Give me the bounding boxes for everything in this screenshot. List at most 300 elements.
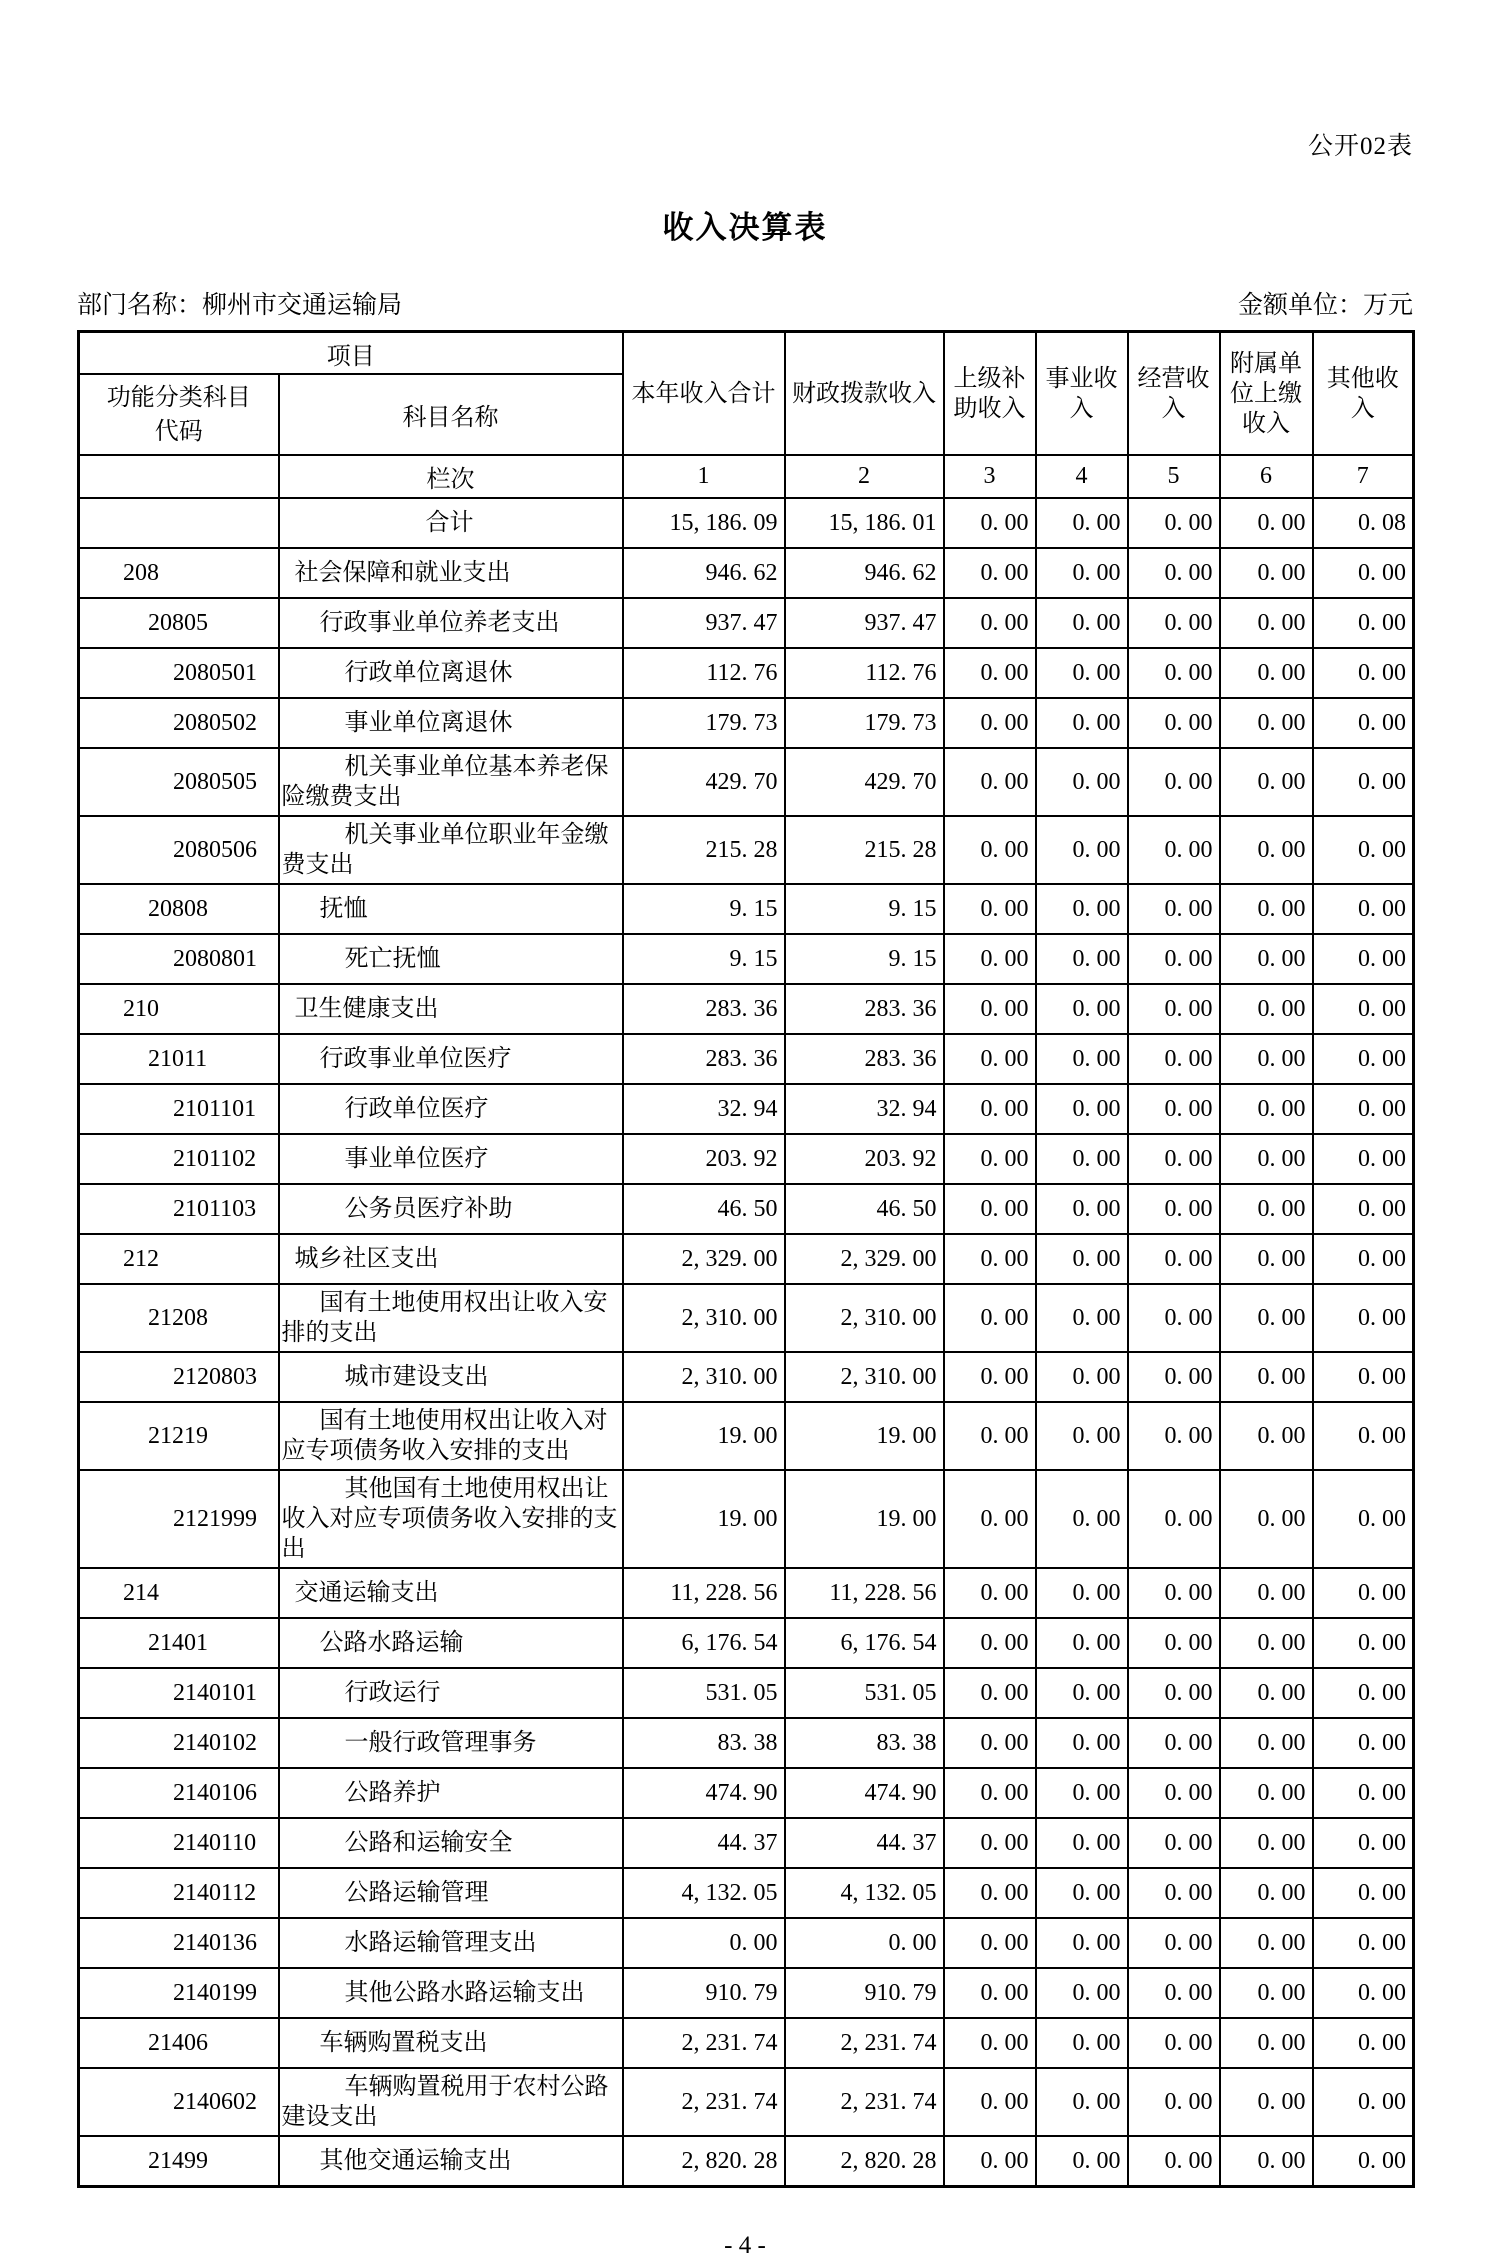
table-row (79, 1818, 1414, 1868)
row-value: 0. 00 (1313, 598, 1414, 648)
row-code: 210 (79, 984, 279, 1034)
row-name: 事业单位离退休 (279, 698, 623, 748)
row-name: 事业单位医疗 (279, 1134, 623, 1184)
table-row (79, 1918, 1414, 1968)
table-row (79, 698, 1414, 748)
row-value: 0. 00 (1313, 1402, 1414, 1470)
row-value: 0. 00 (1036, 1968, 1128, 2018)
row-value: 0. 00 (1220, 1568, 1313, 1618)
row-value: 179. 73 (785, 698, 944, 748)
table-row (79, 1568, 1414, 1618)
revenue-table (77, 330, 1415, 2188)
header-col-operating: 经营收入 (1128, 332, 1220, 456)
row-value: 2, 231. 74 (623, 2018, 785, 2068)
row-code: 2080502 (79, 698, 279, 748)
column-index-number: 6 (1220, 455, 1313, 498)
row-value: 0. 00 (944, 598, 1036, 648)
row-value: 0. 00 (944, 498, 1036, 548)
row-value: 9. 15 (785, 934, 944, 984)
row-value: 19. 00 (623, 1402, 785, 1470)
row-name: 行政单位医疗 (279, 1084, 623, 1134)
row-value: 283. 36 (785, 984, 944, 1034)
column-index-number: 3 (944, 455, 1036, 498)
header-name-label: 科目名称 (279, 374, 623, 455)
row-value: 0. 00 (1036, 1818, 1128, 1868)
row-value: 0. 00 (1128, 1618, 1220, 1668)
column-index-empty-cell (79, 455, 279, 498)
column-index-number: 1 (623, 455, 785, 498)
amount-unit-label: 金额单位：万元 (1237, 292, 1413, 319)
row-value: 0. 00 (1036, 748, 1128, 816)
row-value: 15, 186. 01 (785, 498, 944, 548)
table-row (79, 1470, 1414, 1568)
row-value: 0. 00 (1313, 1868, 1414, 1918)
row-value: 0. 00 (944, 1184, 1036, 1234)
row-value: 946. 62 (623, 548, 785, 598)
row-name: 其他公路水路运输支出 (279, 1968, 623, 2018)
row-name: 机关事业单位基本养老保险缴费支出 (279, 748, 623, 816)
row-value: 4, 132. 05 (785, 1868, 944, 1918)
row-value: 0. 00 (1313, 2136, 1414, 2187)
row-code: 21208 (79, 1284, 279, 1352)
row-value: 11, 228. 56 (785, 1568, 944, 1618)
row-code: 2140106 (79, 1768, 279, 1818)
row-value: 0. 00 (1313, 548, 1414, 598)
row-value: 474. 90 (623, 1768, 785, 1818)
table-row (79, 1234, 1414, 1284)
row-value: 0. 00 (1036, 2068, 1128, 2136)
row-value: 0. 00 (1128, 698, 1220, 748)
row-value: 0. 00 (1220, 748, 1313, 816)
table-row (79, 748, 1414, 816)
row-name: 卫生健康支出 (279, 984, 623, 1034)
row-code: 20805 (79, 598, 279, 648)
row-value: 0. 00 (1036, 698, 1128, 748)
row-name: 城乡社区支出 (279, 1234, 623, 1284)
row-value: 2, 231. 74 (785, 2018, 944, 2068)
row-value: 0. 00 (1313, 2068, 1414, 2136)
row-value: 0. 00 (1220, 1968, 1313, 2018)
row-value: 0. 00 (1220, 648, 1313, 698)
table-row (79, 1668, 1414, 1718)
row-value: 0. 00 (1220, 1868, 1313, 1918)
row-value: 0. 00 (1313, 934, 1414, 984)
row-value: 0. 00 (944, 1470, 1036, 1568)
row-value: 2, 310. 00 (785, 1284, 944, 1352)
row-value: 0. 00 (1313, 1768, 1414, 1818)
row-value: 0. 00 (944, 1818, 1036, 1868)
row-value: 0. 00 (1128, 884, 1220, 934)
row-value: 0. 00 (1036, 598, 1128, 648)
row-value: 6, 176. 54 (623, 1618, 785, 1668)
row-value: 0. 00 (1220, 1718, 1313, 1768)
row-value: 0. 00 (1036, 1184, 1128, 1234)
department-name-label: 部门名称：柳州市交通运输局 (77, 292, 403, 319)
row-value: 910. 79 (785, 1968, 944, 2018)
row-name: 其他交通运输支出 (279, 2136, 623, 2187)
row-name: 公路运输管理 (279, 1868, 623, 1918)
row-value: 0. 00 (944, 1034, 1036, 1084)
row-code: 2080501 (79, 648, 279, 698)
row-name: 公路养护 (279, 1768, 623, 1818)
row-value: 0. 00 (1128, 1084, 1220, 1134)
row-name: 一般行政管理事务 (279, 1718, 623, 1768)
table-row (79, 2068, 1414, 2136)
row-code: 2080505 (79, 748, 279, 816)
row-name: 公路和运输安全 (279, 1818, 623, 1868)
row-value: 283. 36 (623, 1034, 785, 1084)
row-value: 0. 00 (1313, 1084, 1414, 1134)
row-value: 0. 00 (1036, 1918, 1128, 1968)
table-row (79, 884, 1414, 934)
table-row (79, 1134, 1414, 1184)
row-code: 2140102 (79, 1718, 279, 1768)
row-value: 83. 38 (785, 1718, 944, 1768)
row-value: 0. 00 (1313, 1918, 1414, 1968)
column-index-row (79, 455, 1414, 498)
row-value: 910. 79 (623, 1968, 785, 2018)
row-code: 208 (79, 548, 279, 598)
row-value: 0. 00 (1036, 884, 1128, 934)
row-value: 0. 00 (1220, 1352, 1313, 1402)
row-value: 0. 00 (1220, 1284, 1313, 1352)
row-name: 合计 (279, 498, 623, 548)
row-value: 83. 38 (623, 1718, 785, 1768)
row-value: 0. 00 (1128, 1352, 1220, 1402)
row-value: 0. 00 (944, 548, 1036, 598)
table-row (79, 1284, 1414, 1352)
header-code-label: 功能分类科目代码 (79, 374, 279, 455)
row-value: 0. 00 (1036, 1470, 1128, 1568)
header-col-total: 本年收入合计 (623, 332, 785, 456)
table-meta-row (77, 285, 1413, 321)
row-code: 21219 (79, 1402, 279, 1470)
row-value: 0. 00 (1036, 1402, 1128, 1470)
row-value: 0. 00 (1220, 816, 1313, 884)
row-value: 0. 00 (1220, 1668, 1313, 1718)
row-value: 937. 47 (623, 598, 785, 648)
header-col-business: 事业收入 (1036, 332, 1128, 456)
row-value: 0. 00 (1036, 1284, 1128, 1352)
row-value: 0. 00 (1128, 934, 1220, 984)
row-value: 46. 50 (785, 1184, 944, 1234)
row-code: 212 (79, 1234, 279, 1284)
table-row (79, 498, 1414, 548)
row-value: 2, 231. 74 (785, 2068, 944, 2136)
row-value: 0. 00 (1220, 1618, 1313, 1668)
row-value: 44. 37 (785, 1818, 944, 1868)
row-value: 0. 00 (1220, 1470, 1313, 1568)
table-row (79, 1868, 1414, 1918)
row-value: 0. 00 (1036, 816, 1128, 884)
row-value: 0. 00 (944, 648, 1036, 698)
table-row (79, 1402, 1414, 1470)
column-index-number: 4 (1036, 455, 1128, 498)
row-value: 32. 94 (623, 1084, 785, 1134)
row-value: 0. 00 (944, 1918, 1036, 1968)
row-value: 112. 76 (785, 648, 944, 698)
row-value: 32. 94 (785, 1084, 944, 1134)
row-value: 0. 00 (1128, 2018, 1220, 2068)
row-code: 2101101 (79, 1084, 279, 1134)
row-value: 0. 00 (1313, 748, 1414, 816)
row-value: 0. 00 (1036, 1084, 1128, 1134)
row-value: 0. 00 (1128, 1134, 1220, 1184)
row-code: 2120803 (79, 1352, 279, 1402)
row-name: 车辆购置税支出 (279, 2018, 623, 2068)
row-value: 0. 00 (1220, 1184, 1313, 1234)
row-value: 19. 00 (785, 1402, 944, 1470)
row-value: 0. 00 (1036, 1034, 1128, 1084)
row-value: 0. 00 (1128, 1768, 1220, 1818)
row-code: 21401 (79, 1618, 279, 1668)
header-col-fiscal: 财政拨款收入 (785, 332, 944, 456)
row-value: 0. 00 (1313, 1234, 1414, 1284)
row-value: 112. 76 (623, 648, 785, 698)
column-index-number: 7 (1313, 455, 1414, 498)
table-row (79, 648, 1414, 698)
row-value: 0. 00 (944, 816, 1036, 884)
row-code: 21499 (79, 2136, 279, 2187)
row-value: 0. 00 (1036, 1134, 1128, 1184)
row-name: 国有土地使用权出让收入安排的支出 (279, 1284, 623, 1352)
row-value: 0. 00 (1036, 1768, 1128, 1818)
row-code: 2140110 (79, 1818, 279, 1868)
column-index-number: 2 (785, 455, 944, 498)
row-value: 0. 00 (944, 1084, 1036, 1134)
row-value: 15, 186. 09 (623, 498, 785, 548)
row-value: 0. 00 (1313, 1968, 1414, 2018)
row-value: 0. 00 (944, 2136, 1036, 2187)
row-value: 0. 00 (1220, 1134, 1313, 1184)
row-value: 0. 00 (1128, 1184, 1220, 1234)
row-code: 2121999 (79, 1470, 279, 1568)
row-value: 0. 00 (944, 1968, 1036, 2018)
row-value: 2, 231. 74 (623, 2068, 785, 2136)
row-name: 死亡抚恤 (279, 934, 623, 984)
row-name: 行政运行 (279, 1668, 623, 1718)
row-value: 0. 00 (1128, 984, 1220, 1034)
row-value: 283. 36 (785, 1034, 944, 1084)
form-number-label: 公开02表 (1307, 133, 1413, 160)
row-value: 0. 00 (1220, 2068, 1313, 2136)
row-code: 2080801 (79, 934, 279, 984)
table-row (79, 1968, 1414, 2018)
row-code: 2140199 (79, 1968, 279, 2018)
row-value: 0. 00 (1128, 548, 1220, 598)
row-value: 215. 28 (785, 816, 944, 884)
row-value: 0. 00 (1220, 1768, 1313, 1818)
row-code: 2140136 (79, 1918, 279, 1968)
row-value: 0. 00 (1036, 934, 1128, 984)
row-value: 0. 00 (1128, 816, 1220, 884)
row-value: 0. 00 (944, 748, 1036, 816)
row-code: 2140112 (79, 1868, 279, 1918)
row-value: 0. 00 (1128, 1918, 1220, 1968)
row-code: 21011 (79, 1034, 279, 1084)
row-value: 2, 310. 00 (623, 1352, 785, 1402)
row-value: 2, 310. 00 (623, 1284, 785, 1352)
row-value: 0. 00 (1220, 1402, 1313, 1470)
table-row (79, 984, 1414, 1034)
row-code: 20808 (79, 884, 279, 934)
table-row (79, 816, 1414, 884)
row-value: 0. 00 (1128, 2068, 1220, 2136)
row-value: 429. 70 (623, 748, 785, 816)
row-name: 国有土地使用权出让收入对应专项债务收入安排的支出 (279, 1402, 623, 1470)
row-value: 2, 310. 00 (785, 1352, 944, 1402)
header-row-1 (79, 332, 1414, 375)
table-row (79, 1184, 1414, 1234)
row-value: 9. 15 (623, 884, 785, 934)
row-value: 0. 00 (1128, 598, 1220, 648)
row-value: 2, 820. 28 (785, 2136, 944, 2187)
row-value: 0. 00 (1313, 984, 1414, 1034)
row-value: 0. 00 (1313, 816, 1414, 884)
row-value: 44. 37 (623, 1818, 785, 1868)
row-value: 0. 00 (1220, 934, 1313, 984)
row-value: 937. 47 (785, 598, 944, 648)
row-value: 0. 00 (1313, 1184, 1414, 1234)
row-value: 0. 00 (1313, 1034, 1414, 1084)
row-value: 0. 00 (1220, 2018, 1313, 2068)
row-code: 2080506 (79, 816, 279, 884)
row-value: 0. 00 (1220, 1234, 1313, 1284)
table-row (79, 598, 1414, 648)
row-value: 19. 00 (785, 1470, 944, 1568)
row-value: 0. 00 (623, 1918, 785, 1968)
row-value: 0. 00 (1313, 1668, 1414, 1718)
row-value: 0. 00 (944, 1718, 1036, 1768)
row-value: 0. 00 (1220, 1818, 1313, 1868)
row-value: 0. 00 (1128, 1284, 1220, 1352)
row-value: 474. 90 (785, 1768, 944, 1818)
row-name: 行政单位离退休 (279, 648, 623, 698)
row-value: 0. 00 (1036, 1234, 1128, 1284)
row-value: 0. 00 (1036, 1352, 1128, 1402)
row-name: 机关事业单位职业年金缴费支出 (279, 816, 623, 884)
row-value: 0. 00 (944, 1402, 1036, 1470)
row-value: 0. 00 (944, 884, 1036, 934)
row-value: 0. 00 (944, 1234, 1036, 1284)
row-value: 0. 00 (1313, 1718, 1414, 1768)
header-col-affiliated: 附属单位上缴收入 (1220, 332, 1313, 456)
row-name: 社会保障和就业支出 (279, 548, 623, 598)
row-name: 行政事业单位医疗 (279, 1034, 623, 1084)
row-value: 429. 70 (785, 748, 944, 816)
row-value: 203. 92 (785, 1134, 944, 1184)
row-code: 2101102 (79, 1134, 279, 1184)
row-value: 9. 15 (623, 934, 785, 984)
row-value: 0. 00 (1128, 748, 1220, 816)
table-row (79, 2136, 1414, 2187)
table-row (79, 548, 1414, 598)
row-value: 0. 00 (944, 2068, 1036, 2136)
row-value: 0. 00 (1220, 1034, 1313, 1084)
row-value: 0. 00 (944, 1134, 1036, 1184)
row-value: 0. 00 (944, 1618, 1036, 1668)
row-name: 公路水路运输 (279, 1618, 623, 1668)
row-value: 0. 00 (1220, 1084, 1313, 1134)
row-value: 0. 00 (785, 1918, 944, 1968)
table-row (79, 2018, 1414, 2068)
row-value: 0. 00 (1036, 1618, 1128, 1668)
row-value: 2, 329. 00 (785, 1234, 944, 1284)
row-value: 0. 00 (1220, 698, 1313, 748)
row-value: 2, 820. 28 (623, 2136, 785, 2187)
row-value: 0. 08 (1313, 498, 1414, 548)
row-value: 0. 00 (1313, 1470, 1414, 1568)
table-row (79, 1084, 1414, 1134)
row-value: 11, 228. 56 (623, 1568, 785, 1618)
row-name: 其他国有土地使用权出让收入对应专项债务收入安排的支出 (279, 1470, 623, 1568)
table-row (79, 1618, 1414, 1668)
row-value: 0. 00 (1313, 1568, 1414, 1618)
column-index-label: 栏次 (279, 455, 623, 498)
row-value: 0. 00 (1036, 1718, 1128, 1768)
row-code: 214 (79, 1568, 279, 1618)
row-value: 0. 00 (944, 1768, 1036, 1818)
row-value: 946. 62 (785, 548, 944, 598)
row-value: 0. 00 (1036, 2018, 1128, 2068)
header-project: 项目 (79, 332, 623, 375)
row-name: 交通运输支出 (279, 1568, 623, 1618)
row-value: 0. 00 (1128, 1568, 1220, 1618)
row-value: 0. 00 (1128, 2136, 1220, 2187)
row-value: 203. 92 (623, 1134, 785, 1184)
row-value: 0. 00 (1313, 648, 1414, 698)
row-value: 0. 00 (1036, 498, 1128, 548)
row-value: 9. 15 (785, 884, 944, 934)
row-code: 21406 (79, 2018, 279, 2068)
row-value: 2, 329. 00 (623, 1234, 785, 1284)
row-code: 2101103 (79, 1184, 279, 1234)
column-index-number: 5 (1128, 455, 1220, 498)
row-value: 0. 00 (944, 698, 1036, 748)
row-value: 0. 00 (1128, 1470, 1220, 1568)
row-value: 0. 00 (1128, 1034, 1220, 1084)
row-value: 19. 00 (623, 1470, 785, 1568)
table-row (79, 1718, 1414, 1768)
row-value: 0. 00 (944, 1868, 1036, 1918)
row-name: 行政事业单位养老支出 (279, 598, 623, 648)
row-value: 0. 00 (1313, 1818, 1414, 1868)
row-value: 0. 00 (1313, 1618, 1414, 1668)
row-code (79, 498, 279, 548)
row-value: 0. 00 (1036, 1568, 1128, 1618)
row-value: 0. 00 (1220, 2136, 1313, 2187)
header-col-superior-subsidy: 上级补助收入 (944, 332, 1036, 456)
row-name: 公务员医疗补助 (279, 1184, 623, 1234)
row-value: 0. 00 (1036, 984, 1128, 1034)
row-value: 0. 00 (1220, 1918, 1313, 1968)
row-code: 2140101 (79, 1668, 279, 1718)
row-name: 水路运输管理支出 (279, 1918, 623, 1968)
row-value: 0. 00 (1128, 1968, 1220, 2018)
row-value: 0. 00 (944, 1568, 1036, 1618)
row-value: 0. 00 (1128, 1718, 1220, 1768)
row-value: 4, 132. 05 (623, 1868, 785, 1918)
row-value: 0. 00 (1220, 598, 1313, 648)
row-value: 0. 00 (944, 1352, 1036, 1402)
row-name: 车辆购置税用于农村公路建设支出 (279, 2068, 623, 2136)
row-value: 0. 00 (944, 984, 1036, 1034)
row-value: 0. 00 (1128, 1868, 1220, 1918)
row-name: 抚恤 (279, 884, 623, 934)
row-value: 0. 00 (1220, 984, 1313, 1034)
row-value: 0. 00 (944, 1284, 1036, 1352)
table-row (79, 1034, 1414, 1084)
